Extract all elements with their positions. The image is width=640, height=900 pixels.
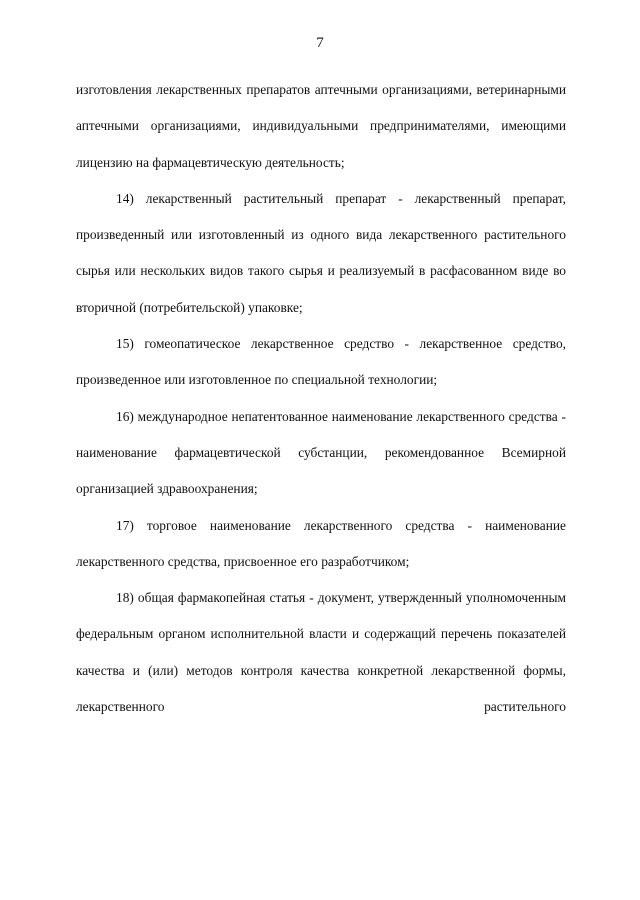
document-body (76, 72, 566, 725)
paragraph-18: 18) общая фармакопейная статья - документ, утвержденный уполномоченным федеральным органом исполнительной власти и содержащий перечень показателей качества и (или) методов контроля качества конкретной лекарственной формы, лекарственного растительного (76, 590, 566, 715)
paragraph-15: 15) гомеопатическое лекарственное средство - лекарственное средство, произведенное или изготовленное по специальной технологии; (76, 336, 566, 388)
paragraph-17: 17) торговое наименование лекарственного средства - наименование лекарственного средства, присвоенное его разработчиком; (76, 517, 566, 569)
paragraph-16: 16) международное непатентованное наименование лекарственного средства - наименование фармацевтической субстанции, рекомендованное Всемирной организацией здравоохранения; (76, 408, 566, 497)
paragraph-13-continuation: изготовления лекарственных препаратов аптечными организациями, ветеринарными аптечными организациями, индивидуальными предпринимателями, имеющими лицензию на фармацевтическую деятельность; (76, 82, 566, 170)
paragraph-14: 14) лекарственный растительный препарат - лекарственный препарат, произведенный или изготовленный из одного вида лекарственного растительного сырья или нескольких видов такого сырья и реализуемый в расфасованном виде во вторичной (потребительской) упаковке; (76, 190, 566, 315)
page-number: 7 (316, 35, 324, 51)
